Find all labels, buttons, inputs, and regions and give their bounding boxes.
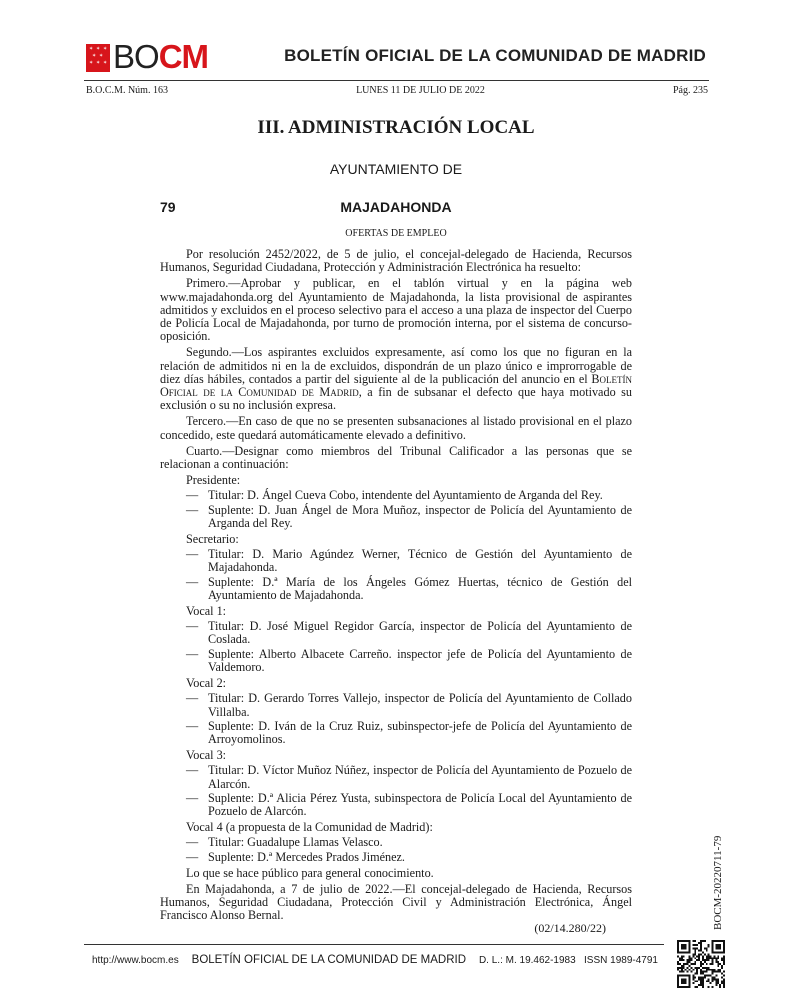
list-item: [160, 836, 632, 849]
paragraph-second-text-b: , a fin de subsanar el defecto que haya motivado su exclusión o su no inclusión expresa.: [160, 385, 632, 413]
issue-date: LUNES 11 DE JULIO DE 2022: [356, 85, 485, 96]
dash-bullet: —: [186, 488, 199, 503]
paragraph-fourth: Cuarto.—Designar como miembros del Tribunal Calificador a las personas que se relacionan a continuación:: [160, 443, 632, 472]
paragraph-first: Primero.—Aprobar y publicar, en el tablón virtual y en la página web www.majadahonda.org del Ayuntamiento de Majadahonda, la lista provisional de aspirantes admitidos y excluidos en el proceso selectivo para el acceso a una plaza de inspector del Cuerpo de Policía Local de Majadahonda, por turno de promoción interna, por el sistema de concurso-oposición.: [160, 276, 632, 344]
tribunal-role: Vocal 4 (a propuesta de la Comunidad de Madrid):: [186, 820, 433, 835]
footer: [92, 954, 658, 966]
list-item: [160, 648, 632, 674]
reference-code: (02/14.280/22): [534, 921, 606, 935]
member-text: Suplente: D. Iván de la Cruz Ruiz, subinspector-jefe de Policía del Ayuntamiento de Arroyomolinos.: [208, 718, 632, 746]
issue-meta-bar: [86, 85, 708, 96]
list-item: [160, 720, 632, 746]
tribunal-members: [160, 548, 632, 602]
tribunal-members: [160, 620, 632, 674]
header-divider: [84, 80, 709, 81]
announcement-body: [160, 248, 632, 926]
publication-title: BOLETÍN OFICIAL DE LA COMUNIDAD DE MADRID: [284, 46, 706, 65]
dash-bullet: —: [186, 790, 199, 805]
entry-number: 79: [160, 199, 176, 215]
list-item: [160, 548, 632, 574]
bocm-logo: [86, 38, 209, 75]
logo-wordmark: BOCM: [113, 38, 209, 75]
issn: ISSN 1989-4791: [584, 954, 658, 966]
member-text: Titular: Guadalupe Llamas Velasco.: [208, 835, 383, 850]
list-item: [160, 489, 632, 502]
tribunal-list: [160, 474, 632, 863]
paragraph-second: [160, 346, 632, 412]
legal-deposit: D. L.: M. 19.462-1983: [478, 954, 576, 966]
member-text: Titular: D. José Miguel Regidor García, inspector de Policía del Ayuntamiento de Coslada.: [208, 619, 632, 647]
tribunal-members: [160, 692, 632, 746]
list-item: [160, 851, 632, 864]
member-text: Suplente: D.ª María de los Ángeles Gómez Huertas, técnico de Gestión del Ayuntamiento de Majadahonda.: [208, 574, 632, 602]
member-text: Titular: D. Mario Agúndez Werner, Técnico de Gestión del Ayuntamiento de Majadahonda.: [208, 547, 632, 575]
tribunal-members: [160, 489, 632, 530]
dash-bullet: —: [186, 574, 199, 589]
list-item: [160, 576, 632, 602]
member-text: Titular: D. Gerardo Torres Vallejo, inspector de Policía del Ayuntamiento de Collado Villalba.: [208, 691, 632, 719]
bulletin-reference: Boletín Oficial de la Comunidad de Madrid: [160, 371, 632, 400]
document-id-vertical: BOCM-20220711-79: [712, 835, 724, 930]
municipality-name: MAJADAHONDA: [340, 199, 452, 215]
tribunal-role: Vocal 1:: [186, 604, 227, 619]
member-text: Titular: D. Ángel Cueva Cobo, intendente del Ayuntamiento de Arganda del Rey.: [208, 488, 603, 503]
list-item: [160, 620, 632, 646]
dash-bullet: —: [186, 763, 199, 778]
list-item: [160, 692, 632, 718]
paragraph-second-text-a: Segundo.—Los aspirantes excluidos expresamente, así como los que no figuran en la relación de admitidos ni en la de excluidos, dispondrán de un plazo único e improrrogable de diez días hábiles, contados a partir del siguiente al de la publicación del anuncio en el: [160, 345, 632, 386]
footer-legal: [479, 955, 658, 966]
dash-bullet: —: [186, 502, 199, 517]
dash-bullet: —: [186, 547, 199, 562]
subsection-title: AYUNTAMIENTO DE: [329, 161, 463, 177]
member-text: Suplente: D. Juan Ángel de Mora Muñoz, inspector de Policía del Ayuntamiento de Arganda del Rey.: [208, 502, 632, 530]
dash-bullet: —: [186, 691, 199, 706]
tribunal-role: Presidente:: [186, 473, 241, 488]
tribunal-members: [160, 836, 632, 863]
footer-url[interactable]: http://www.bocm.es: [92, 954, 179, 966]
closing-paragraph: Lo que se hace público para general conocimiento.: [186, 865, 434, 880]
list-item: [160, 792, 632, 818]
member-text: Suplente: D.ª Mercedes Prados Jiménez.: [208, 849, 405, 864]
page-number: Pág. 235: [673, 85, 708, 96]
dash-bullet: —: [186, 718, 199, 733]
tribunal-role: Vocal 2:: [186, 676, 227, 691]
dash-bullet: —: [186, 619, 199, 634]
dash-bullet: —: [186, 849, 199, 864]
tribunal-role: Vocal 3:: [186, 748, 227, 763]
tribunal-members: [160, 764, 632, 818]
issue-number: B.O.C.M. Núm. 163: [86, 85, 168, 96]
signature-paragraph: En Majadahonda, a 7 de julio de 2022.—El concejal-delegado de Hacienda, Recursos Humanos, Seguridad Ciudadana, Protección Civil y Administración Electrónica, Ángel Francisco Alonso Bernal.: [160, 881, 632, 923]
member-text: Suplente: Alberto Albacete Carreño. inspector jefe de Policía del Ayuntamiento de Valdemoro.: [208, 646, 632, 674]
footer-title: BOLETÍN OFICIAL DE LA COMUNIDAD DE MADRID: [191, 954, 466, 966]
member-text: Titular: D. Víctor Muñoz Núñez, inspector de Policía del Ayuntamiento de Pozuelo de Alarcón.: [208, 763, 632, 791]
member-text: Suplente: D.ª Alicia Pérez Yusta, subinspectora de Policía Local del Ayuntamiento de Pozuelo de Alarcón.: [208, 790, 632, 818]
paragraph-third: Tercero.—En caso de que no se presenten subsanaciones al listado provisional en el plazo concedido, este quedará automáticamente elevado a definitivo.: [160, 414, 632, 442]
announcement-type: OFERTAS DE EMPLEO: [345, 228, 447, 239]
intro-paragraph: Por resolución 2452/2022, de 5 de julio, el concejal-delegado de Hacienda, Recursos Humanos, Seguridad Ciudadana, Protección y Administración Electrónica ha resuelto:: [160, 247, 632, 275]
dash-bullet: —: [186, 835, 199, 850]
qr-code-icon: [677, 940, 725, 988]
section-title: III. ADMINISTRACIÓN LOCAL: [257, 117, 535, 138]
tribunal-role: Secretario:: [186, 532, 239, 547]
list-item: [160, 504, 632, 530]
dash-bullet: —: [186, 646, 199, 661]
list-item: [160, 764, 632, 790]
madrid-flag-icon: ✶ ✶ ✶ ✶ ✶ ✶ ✶ ✶: [86, 44, 110, 72]
footer-divider: [84, 944, 664, 945]
